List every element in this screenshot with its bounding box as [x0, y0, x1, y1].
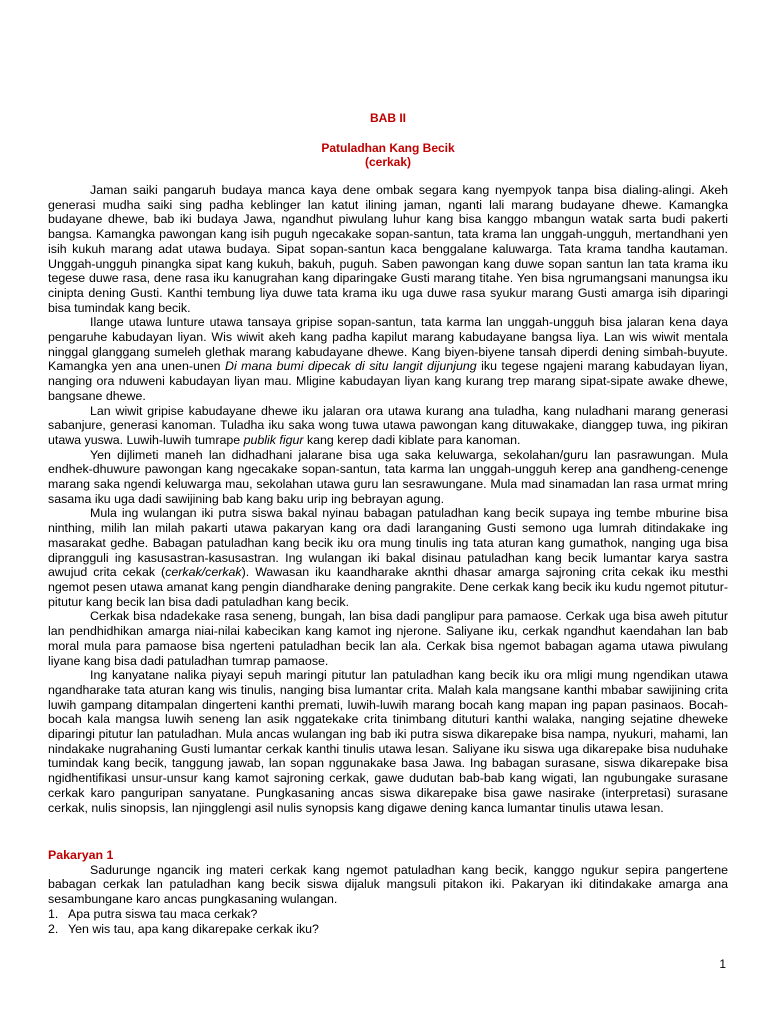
- document-subtitle: (cerkak): [364, 155, 412, 169]
- paragraph-2: Ilange utawa lunture utawa tansaya gripise sopan-santun, tata karma lan unggah-ungguh bisa jalaran kena daya pengaruhe kabudayan liyan. Wis wiwit akeh kang padha kapilut marang kabudayane bangsa liya. Lan wis wiwit mentala ninggal glanggang sumeleh glethak marang kabudayane dhewe. Kang biyen-biyene tansah diperdi dening simbah-buyute. Kamangka yen ana unen-unen Di mana bumi dipecak di situ langit dijunjung iku tegese ngajeni marang kabudayan liyan, nanging ora nduweni kabudayan liyan mau. Mligine kabudayan liyan kang kurang trep marang sipat-sipate awake dhewe, bangsane dhewe.: [48, 315, 728, 403]
- page-number: 1: [719, 957, 726, 971]
- exercise-section: [48, 848, 728, 936]
- body-text: [48, 183, 728, 815]
- publik-figur-italic: publik figur: [243, 432, 304, 447]
- document-title: Patuladhan Kang Becik: [321, 141, 455, 155]
- paragraph-7: Ing kanyatane nalika piyayi sepuh maringi pitutur lan patuladhan kang becik iku ora mligi mung ngendikan utawa ngandharake tata aturan kang wis tinulis, nanging bisa lumantar crita. Malah kala mangsane kanthi mbabar sawijining crita luwih gampang ditampalan dingerteni kanthi premati, luwih-luwih marang bocah kang mapan ing papan pasinaos. Bocah-bocah kala mangsa luwih seneng lan asik nggatekake crita tinimbang dituturi kanthi walaka, nanging sejatine dheweke diparingi pitutur lan patuladhan. Mula ancas wulangan ing bab iki putra siswa dikarepake bisa nampa, nyukuri, mahami, lan nindakake nugrahaning Gusti lumantar cerkak kanthi tinulis utawa lesan. Saliyane iku siswa uga dikarepake bisa nuduhake tumindak kang becik, tanggung jawab, lan sopan nggunakake basa Jawa. Ing babagan surasane, siswa dikarepake bisa ngidhentifikasi unsur-unsur kang kamot sajroning cerkak, gawe dudutan bab-bab kang wigati, lan ngubungake surasane cerkak karo panguripan sanyatane. Pungkasaning ancas siswa dikarepake bisa gawe nasirake (interpretasi) surasane cerkak, nulis sinopsis, lan njingglengi asil nulis synopsis kang digawe dening kanca lumantar tinulis utawa lesan.: [48, 668, 728, 815]
- chapter-heading: BAB II: [370, 111, 406, 125]
- exercise-intro: Sadurunge ngancik ing materi cerkak kang ngemot patuladhan kang becik, kanggo ngukur sepira pangertene babagan cerkak lan patuladhan kang becik siswa dijaluk mangsuli pitakon iki. Pakaryan iki ditindakake amarga ana sesambungane karo ancas pungkasaning wulangan.: [48, 862, 728, 907]
- paragraph-6: Cerkak bisa ndadekake rasa seneng, bungah, lan bisa dadi panglipur para pamaose. Cerkak uga bisa aweh pitutur lan pendhidhikan amarga niai-nilai kabecikan kang kamot ing njerone. Saliyane iku, cerkak ngandhut kaendahan lan bab moral mula para pamaose bisa ngerteni patuladhan becik lan ala. Cerkak bisa ngemot babagan agama utawa piwulang liyane kang bisa dadi patuladhan tumrap pamaose.: [48, 609, 728, 668]
- paragraph-5: Mula ing wulangan iki putra siswa bakal nyinau babagan patuladhan kang becik supaya ing tembe mburine bisa ninthing, milih lan milah pakarti utawa pakaryan kang ora dadi laranganing Gusti semono uga lumrah ditindakake ing masarakat gedhe. Babagan patuladhan kang becik iku ora mung tinulis ing tata aturan kang gumathok, nanging uga bisa diprangguli ing kasusastran-kasusastran. Ing wulangan iki bakal disinau patuladhan kang becik lumantar karya sastra awujud crita cekak (cerkak/cerkak). Wawasan iku kaandharake aknthi dhasar amarga sajroning crita cekak iku mesthi ngemot pesen utawa amanat kang pengin diandharake dening pangrakite. Dene cerkak kang becik iku kudu ngemot pitutur-pitutur kang becik lan bisa dadi patuladhan kang becik.: [48, 506, 729, 609]
- cerkak-italic: cerkak/cerkak: [165, 565, 242, 580]
- paragraph-4: Yen dijlimeti maneh lan didhadhani jalarane bisa uga saka keluwarga, sekolahan/guru lan pasrawungan. Mula endhek-dhuwure pawongan kang ngecakake sopan-santun, tata karma lan unggah-ungguh kerep ana gandheng-cenenge marang saka ngendi keluwarga mau, sekolahan utawa guru lan sesrawungane. Mula mad sinamadan lan rasa urmat mring sasama iku uga dadi sawijining bab kang baku urip ing bebrayan agung.: [48, 447, 728, 506]
- question-item: 1. Apa putra siswa tau maca cerkak?: [48, 906, 258, 921]
- proverb-italic: Di mana bumi dipecak di situ langit dijunjung: [225, 359, 477, 374]
- question-list: [48, 907, 728, 936]
- paragraph-1: Jaman saiki pangaruh budaya manca kaya dene ombak segara kang nyempyok tanpa bisa dialing-alingi. Akeh generasi mudha saiki sing padha keblinger lan katut ilining jaman, nganti lali marang budayane dhewe. Kamangka budayane dhewe, bab iki budaya Jawa, ngandhut piwulang luhur kang bisa kanggo mbangun watak sarta budi pakerti bangsa. Kamangka pawongan kang isih puguh ngecakake sopan-santun, tata krama lan unggah-ungguh, mertandhani yen isih kukuh marang adat utawa budaya. Sipat sopan-santun kaca benggalane kaluwarga. Tata krama tandha kautaman. Unggah-ungguh pinangka sipat kang kukuh, bakuh, puguh. Saben pawongan kang duwe sopan santun lan tata krama iku tegese duwe rasa, dene rasa iku kanugrahan kang diparingake Gusti marang titahe. Yen bisa ngrumangsani manungsa iku cinipta dening Gusti. Kanthi tembung liya duwe tata krama iku uga duwe rasa syukur marang Gusti amarga isih diparingi bisa tumindak kang becik.: [48, 183, 728, 315]
- exercise-title: Pakaryan 1: [48, 848, 114, 862]
- question-item: 2. Yen wis tau, apa kang dikarepake cerkak iku?: [48, 921, 319, 936]
- paragraph-3: Lan wiwit gripise kabudayane dhewe iku jalaran ora utawa kurang ana tuladha, kang nuladhani marang generasi sabanjure, generasi kanoman. Tuladha iku saka wong tuwa utawa pawongan kang dituwakake, dianggep tuwa, ing pikiran utawa yuswa. Luwih-luwih tumrape publik figur kang kerep dadi kiblate para kanoman.: [48, 403, 728, 447]
